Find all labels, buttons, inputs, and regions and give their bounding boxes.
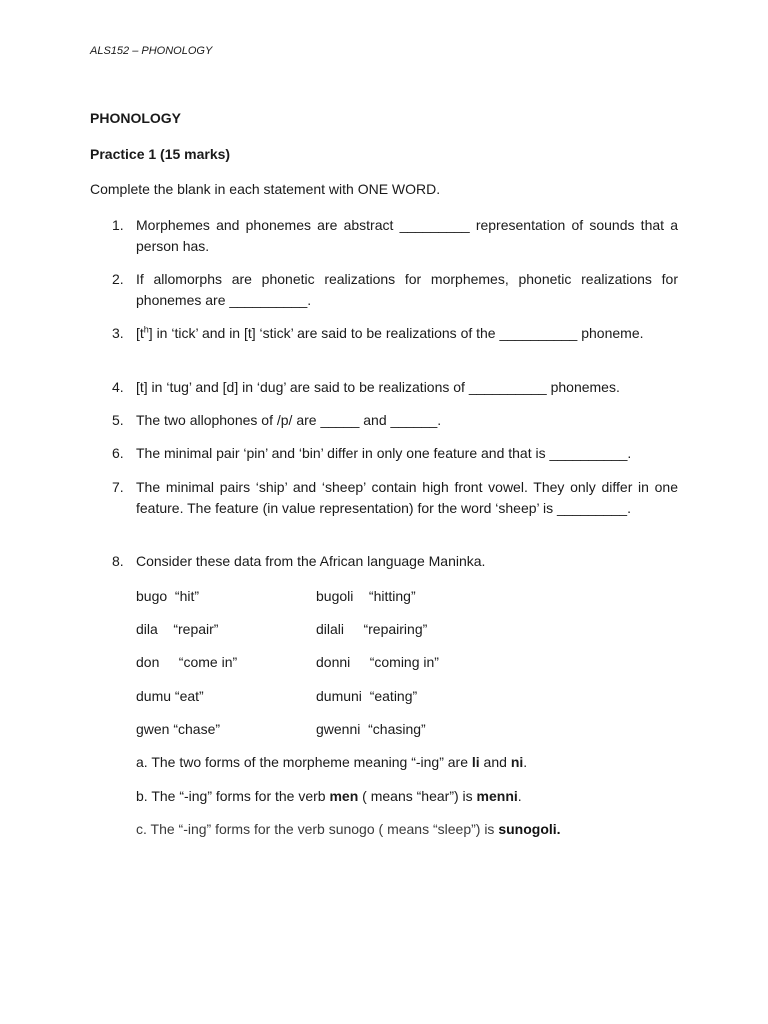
instruction-text: Complete the blank in each statement with ONE WORD. [90,181,441,197]
aspiration-superscript: h [143,324,149,335]
question-number: 2. [112,271,124,287]
question-text: Morphemes and phonemes are abstract _________ representation of sounds that a person has. [136,217,678,254]
question-4 [112,377,678,398]
question-number: 3. [112,325,124,341]
question-7 [112,477,678,519]
question-3 [112,323,678,344]
data-form: dila “repair” [136,621,219,637]
question-6 [112,443,678,464]
data-ing-form: dumuni “eating” [316,688,418,704]
question-number: 4. [112,379,124,395]
question-number: 5. [112,412,124,428]
question-number: 1. [112,217,124,233]
data-form: bugo “hit” [136,588,200,604]
question-text: The minimal pair ‘pin’ and ‘bin’ differ in only one feature and that is __________. [136,445,632,461]
answer-text: c. The “-ing” forms for the verb sunogo ( means “sleep”) is [136,821,499,837]
answer-bold: menni [476,788,518,804]
answer-text: ( means “hear”) is [358,788,477,804]
question-number: 6. [112,445,124,461]
data-form: don “come in” [136,654,238,670]
question-number: 8. [112,553,124,569]
answer-text: . [523,754,528,770]
answer-text: a. The two forms of the morpheme meaning “-ing” are [136,754,472,770]
data-form: dumu “eat” [136,688,204,704]
text-part: [t [136,325,144,341]
answer-a [136,752,527,772]
question-text: Consider these data from the African language Maninka. [136,553,486,569]
text-part: ] in ‘tick’ and in [t] ‘stick’ are said to be realizations of the __________ phoneme. [148,325,644,341]
question-text: If allomorphs are phonetic realizations for morphemes, phonetic realizations for phonemes are __________. [136,271,678,308]
data-form: gwen “chase” [136,721,221,737]
data-ing-form: dilali “repairing” [316,621,428,637]
question-2 [112,269,678,311]
data-ing-form: gwenni “chasing” [316,721,426,737]
practice-heading: Practice 1 (15 marks) [90,146,231,162]
answer-b [136,786,522,806]
question-8 [112,551,678,572]
answer-text: . [517,788,522,804]
data-ing-form: donni “coming in” [316,654,439,670]
question-1 [112,215,678,257]
question-text: [t] in ‘tug’ and [d] in ‘dug’ are said to be realizations of __________ phonemes. [136,379,620,395]
data-ing-form: bugoli “hitting” [316,588,416,604]
answer-c [136,819,561,839]
answer-bold: li [471,754,480,770]
question-5 [112,410,678,431]
question-text: The two allophones of /p/ are _____ and ______. [136,412,442,428]
answer-text: and [479,754,511,770]
question-number: 7. [112,479,124,495]
answer-bold: men [329,788,359,804]
answer-bold: sunogoli. [498,821,561,837]
answer-text: b. The “-ing” forms for the verb [136,788,330,804]
question-text: The minimal pairs ‘ship’ and ‘sheep’ contain high front vowel. They only differ in one feature. The feature (in value representation) for the word ‘sheep’ is _________. [136,479,678,516]
answer-bold: ni [510,754,524,770]
running-header: ALS152 – PHONOLOGY [90,45,213,57]
page-title: PHONOLOGY [90,110,182,126]
question-text [136,323,678,344]
